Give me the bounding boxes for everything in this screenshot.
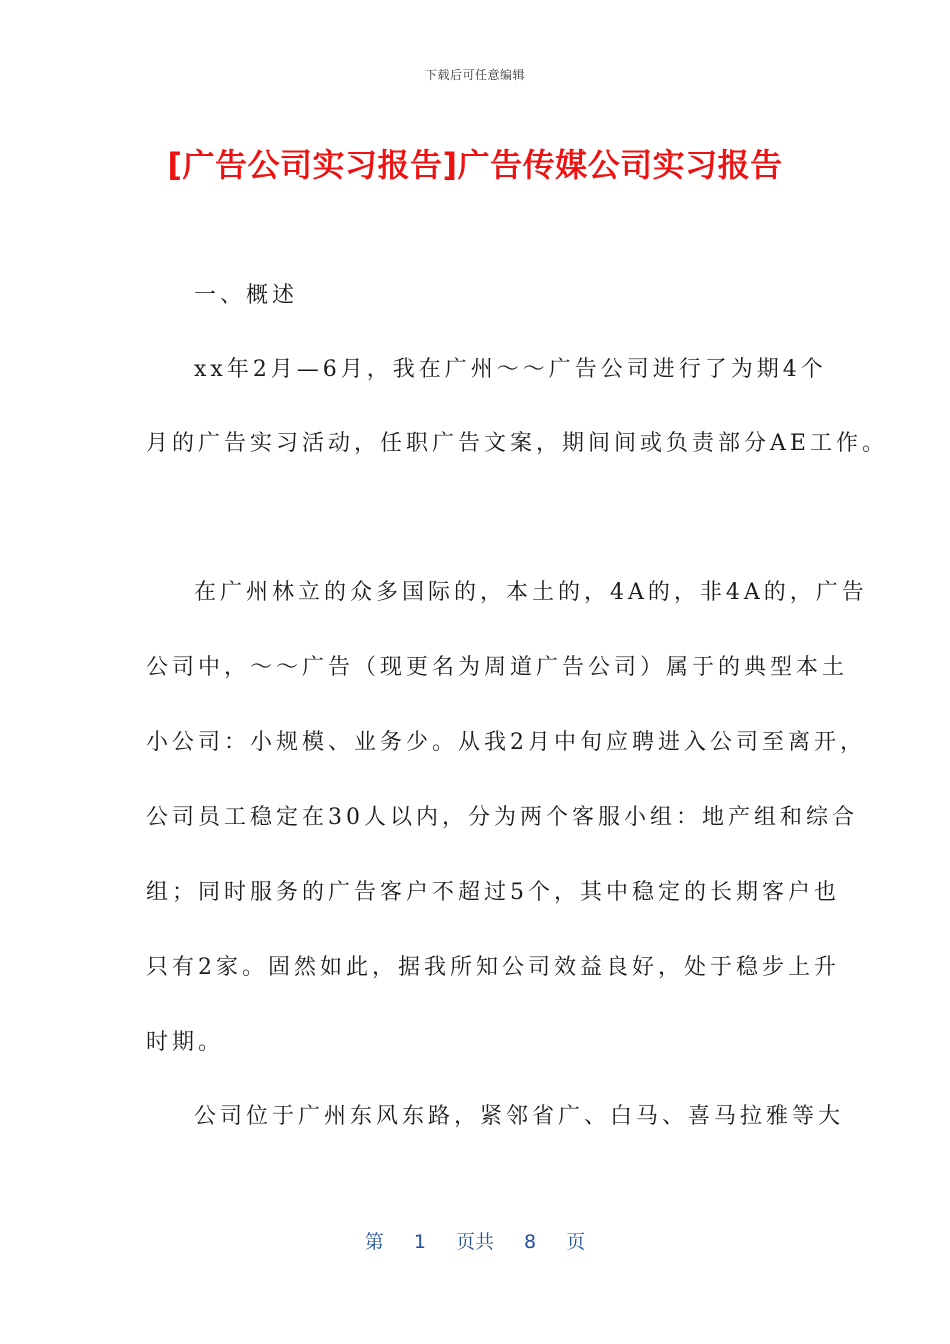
paragraph-line: 只有2家。固然如此，据我所知公司效益良好，处于稳步上升 [146,955,840,980]
page-footer [0,1227,950,1254]
footer-prefix: 第 [364,1231,384,1253]
paragraph-line: 在广州林立的众多国际的，本土的，4A的，非4A的，广告 [194,580,868,605]
header-note: 下载后可任意编辑 [424,68,525,82]
footer-middle: 页共 [455,1231,494,1253]
paragraph-line: 公司中，～～广告（现更名为周道广告公司）属于的典型本土 [146,655,849,680]
document-title: [广告公司实习报告]广告传媒公司实习报告 [167,146,783,184]
paragraph-line: 月的广告实习活动，任职广告文案，期间间或负责部分AE工作。 [146,431,888,456]
paragraph-line: 组；同时服务的广告客户不超过5个，其中稳定的长期客户也 [146,880,840,905]
document-body [146,0,888,1200]
paragraph-line: 小公司：小规模、业务少。从我2月中旬应聘进入公司至离开， [146,730,866,755]
footer-page-number: 1 [413,1231,426,1253]
section-heading: 一、概述 [194,283,299,308]
paragraph-line: 公司员工稳定在30人以内，分为两个客服小组：地产组和综合 [146,805,858,830]
footer-total-pages: 8 [524,1231,537,1253]
footer-suffix: 页 [566,1231,586,1253]
paragraph-line: xx年2月—6月，我在广州～～广告公司进行了为期4个 [194,357,827,382]
paragraph-line: 时期。 [146,1030,225,1055]
paragraph-line: 公司位于广州东风东路，紧邻省广、白马、喜马拉雅等大 [194,1104,845,1129]
